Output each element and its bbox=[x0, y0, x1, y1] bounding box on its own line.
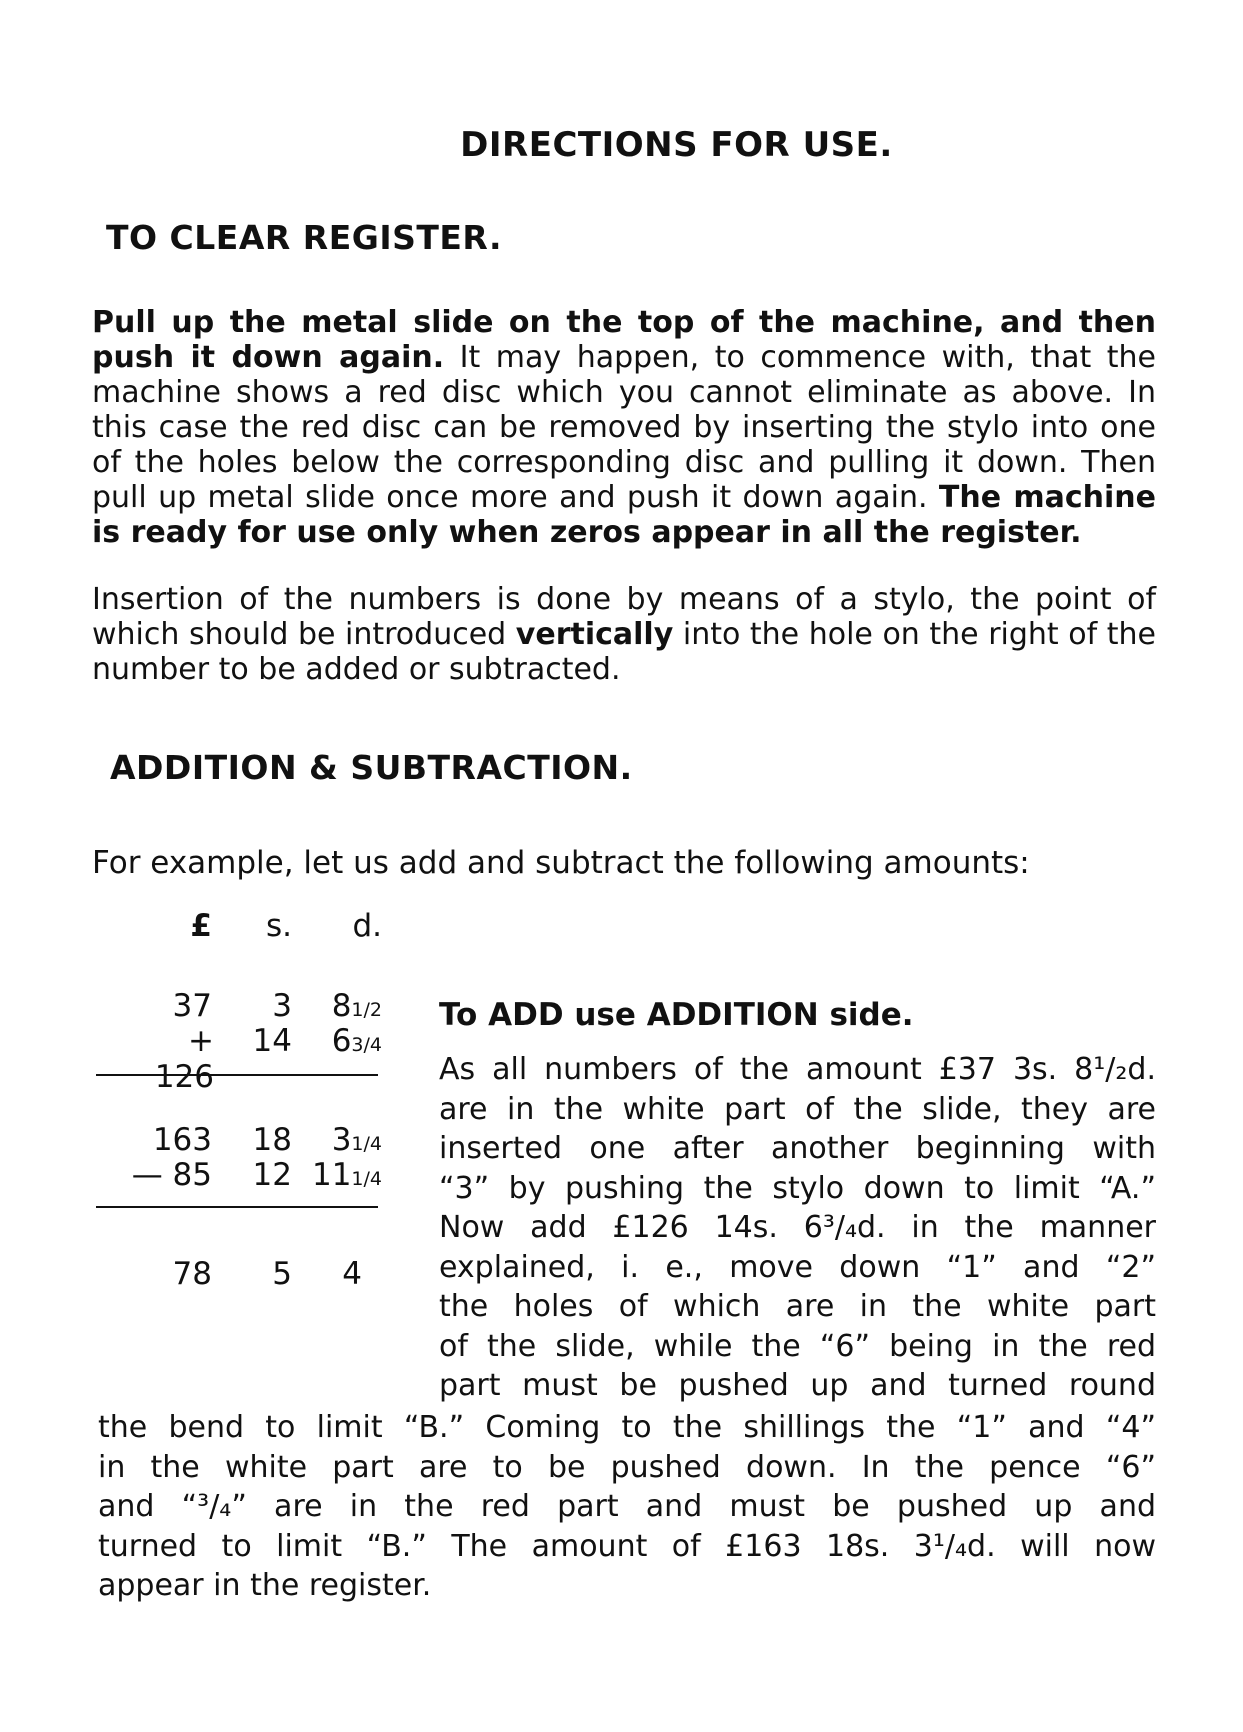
ready-note-bold: The machine is ready for use only when zeros appear in all the register. bbox=[92, 480, 1156, 550]
add-instruction-text bbox=[439, 1050, 1156, 1406]
shillings-value: 5 bbox=[272, 1256, 292, 1292]
add-instruction-continued bbox=[98, 1408, 1156, 1606]
pounds-value: 78 bbox=[172, 1256, 212, 1292]
shillings-value: 14 bbox=[252, 1023, 292, 1059]
sum-row bbox=[128, 1157, 402, 1193]
clear-register-heading: TO CLEAR REGISTER. bbox=[106, 218, 502, 257]
sum-divider-2 bbox=[96, 1206, 378, 1208]
page-title: DIRECTIONS FOR USE. bbox=[460, 125, 893, 165]
vertically-emphasis: vertically bbox=[515, 617, 674, 652]
pence-value: 63/4 bbox=[331, 1023, 382, 1059]
pounds-value: — 85 bbox=[131, 1157, 212, 1193]
text-line: Now add £126 14s. 6³/₄d. in the manner bbox=[439, 1210, 1156, 1245]
text-line: explained, i. e., move down “1” and “2” bbox=[439, 1249, 1156, 1285]
column-headers bbox=[128, 908, 402, 944]
pence-value: 31/4 bbox=[331, 1122, 382, 1158]
pence-value: 81/2 bbox=[331, 988, 382, 1024]
pence-value: 111/4 bbox=[311, 1157, 382, 1193]
text-line: part must be pushed up and turned round bbox=[439, 1368, 1156, 1403]
addition-subtraction-heading: ADDITION & SUBTRACTION. bbox=[110, 748, 633, 787]
text-line: in the white part are to be pushed down. In the pence “6” bbox=[98, 1449, 1156, 1485]
text-line: “3” by pushing the stylo down to limit “A.” bbox=[439, 1170, 1156, 1206]
text-line: of the slide, while the “6” being in the red bbox=[439, 1328, 1156, 1364]
text-line: the bend to limit “B.” Coming to the shillings the “1” and “4” bbox=[98, 1410, 1156, 1445]
sum-row bbox=[128, 988, 402, 1024]
text-line: inserted one after another beginning with bbox=[439, 1131, 1156, 1166]
clear-instruction-bold: Pull up the metal slide on the top of the machine, and then push it down again. bbox=[92, 305, 1156, 375]
sum-row bbox=[128, 1122, 402, 1158]
sum-row bbox=[128, 1256, 402, 1292]
pence-value: 4 bbox=[342, 1256, 362, 1292]
pounds-value: 37 bbox=[172, 988, 212, 1024]
insertion-paragraph bbox=[92, 582, 1156, 687]
clear-register-paragraph bbox=[92, 305, 1156, 550]
example-intro: For example, let us add and subtract the following amounts: bbox=[92, 845, 1030, 881]
sum-row bbox=[128, 1023, 402, 1095]
shillings-value: 18 bbox=[252, 1122, 292, 1158]
pounds-header: £ bbox=[190, 908, 212, 944]
text-line: appear in the register. bbox=[98, 1568, 432, 1603]
insertion-text-before: Insertion of the numbers is done by means of a stylo, the point of which should be introduced bbox=[92, 582, 1156, 652]
text-line: are in the white part of the slide, they are bbox=[439, 1091, 1156, 1127]
shillings-value: 12 bbox=[252, 1157, 292, 1193]
pounds-value: + 126 bbox=[154, 1023, 214, 1095]
add-instruction-heading: To ADD use ADDITION side. bbox=[439, 997, 914, 1033]
text-line: the holes of which are in the white part bbox=[439, 1289, 1156, 1324]
sum-divider-1 bbox=[96, 1074, 378, 1076]
text-line: As all numbers of the amount £37 3s. 8¹/₂d. bbox=[439, 1052, 1156, 1087]
clear-instruction-text: It may happen, to commence with, that the machine shows a red disc which you cannot eliminate as above. In this case the red disc can be removed by inserting the stylo into one of the holes below the corresponding disc and pulling it down. Then pull up metal slide once more and push it down again. bbox=[92, 340, 1156, 515]
shillings-value: 3 bbox=[272, 988, 292, 1024]
text-line: and “³/₄” are in the red part and must be pushed up and bbox=[98, 1489, 1156, 1524]
shillings-header: s. bbox=[265, 908, 292, 944]
text-line: turned to limit “B.” The amount of £163 18s. 3¹/₄d. will now bbox=[98, 1528, 1156, 1564]
pence-header: d. bbox=[352, 908, 382, 944]
pounds-value: 163 bbox=[152, 1122, 212, 1158]
insertion-text-after: into the hole on the right of the number to be added or subtracted. bbox=[92, 617, 1157, 687]
